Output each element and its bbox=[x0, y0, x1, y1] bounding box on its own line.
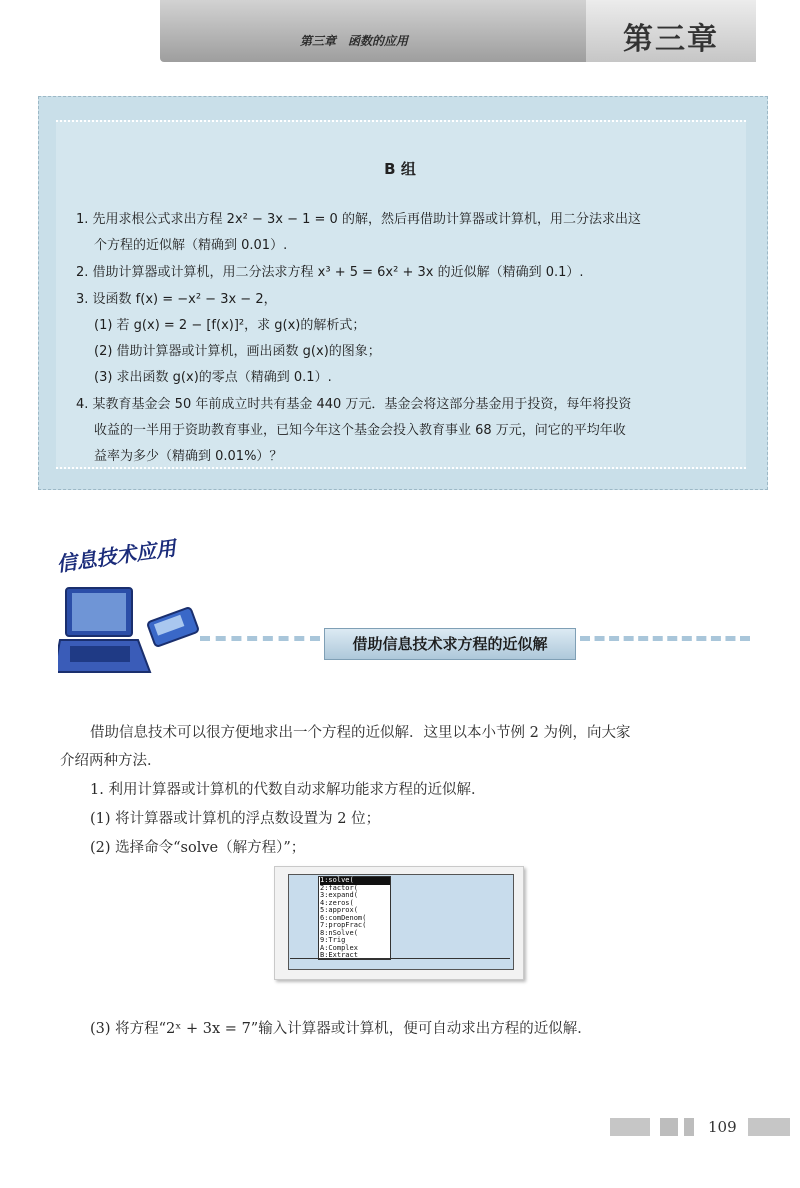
body-paragraph-line: 借助信息技术可以很方便地求出一个方程的近似解．这里以本小节例 2 为例，向大家 bbox=[90, 725, 631, 741]
calculator-menu-item: 8:nSolve( bbox=[320, 928, 358, 937]
calculator-status-bar bbox=[290, 958, 510, 968]
section-title: 借助信息技术求方程的近似解 bbox=[324, 628, 576, 660]
exercise-line: 益率为多少（精确到 0.01%）？ bbox=[94, 449, 283, 464]
calculator-menu-item: 9:Trig bbox=[320, 936, 346, 944]
exercise-line: (3) 求出函数 g(x)的零点（精确到 0.1）. bbox=[94, 370, 332, 385]
exercise-line: 2. 借助计算器或计算机，用二分法求方程 x³ + 5 = 6x² + 3x 的近似解（精确到 0.1）. bbox=[76, 265, 584, 280]
exercise-line: (2) 借助计算器或计算机，画出函数 g(x)的图象； bbox=[94, 344, 381, 359]
body-paragraph-line: (1) 将计算器或计算机的浮点数设置为 2 位； bbox=[90, 811, 381, 827]
exercise-line: (1) 若 g(x) = 2 − [f(x)]²，求 g(x)的解析式； bbox=[94, 318, 366, 333]
exercise-line: 3. 设函数 f(x) = −x² − 3x − 2， bbox=[76, 292, 277, 307]
exercise-line: 个方程的近似解（精确到 0.01）. bbox=[94, 238, 288, 253]
footer-decoration bbox=[684, 1118, 694, 1136]
footer-decoration bbox=[610, 1118, 650, 1136]
section-divider bbox=[200, 636, 320, 645]
body-paragraph-line: (3) 将方程“2ˣ + 3x = 7”输入计算器或计算机，便可自动求出方程的近似解． bbox=[90, 1021, 592, 1037]
calculator-menu-item: 7:propFrac( bbox=[320, 921, 367, 929]
info-tech-badge: 信息技术应用 bbox=[55, 535, 178, 577]
calculator-menu-item: B:Extract bbox=[320, 951, 358, 959]
exercise-group-title: B 组 bbox=[384, 160, 416, 178]
chapter-header-bar bbox=[160, 0, 586, 62]
calculator-menu-item: 1:solve( bbox=[320, 877, 390, 885]
page-number: 109 bbox=[708, 1118, 737, 1136]
calculator-menu-item: 5:approx( bbox=[320, 906, 358, 914]
body-paragraph-line: (2) 选择命令“solve（解方程）”； bbox=[90, 840, 306, 856]
calculator-menu bbox=[318, 876, 391, 960]
calculator-menu-item: 4:zeros( bbox=[320, 898, 354, 907]
chapter-title: 第三章 bbox=[623, 22, 719, 57]
exercise-line: 收益的一半用于资助教育事业，已知今年这个基金会投入教育事业 68 万元，问它的平均年收 bbox=[94, 423, 626, 438]
footer-decoration bbox=[660, 1118, 678, 1136]
body-paragraph-line: 1. 利用计算器或计算机的代数自动求解功能求方程的近似解． bbox=[90, 782, 486, 798]
exercise-line: 1. 先用求根公式求出方程 2x² − 3x − 1 = 0 的解，然后再借助计算器或计算机，用二分法求出这 bbox=[76, 212, 641, 227]
calculator-menu-item: 3:expand( bbox=[320, 891, 358, 899]
section-divider bbox=[580, 636, 750, 645]
footer-decoration bbox=[748, 1118, 790, 1136]
calculator-menu-item: 2:factor( bbox=[320, 883, 358, 892]
body-paragraph-line: 介绍两种方法． bbox=[60, 753, 162, 769]
laptop-icon bbox=[58, 580, 208, 680]
chapter-section-label: 第三章 函数的应用 bbox=[300, 34, 409, 48]
calculator-menu-item: A:Complex bbox=[320, 943, 358, 952]
calculator-menu-item: 6:comDenom( bbox=[320, 913, 367, 922]
exercise-line: 4. 某教育基金会 50 年前成立时共有基金 440 万元．基金会将这部分基金用于投资，每年将投资 bbox=[76, 397, 632, 412]
